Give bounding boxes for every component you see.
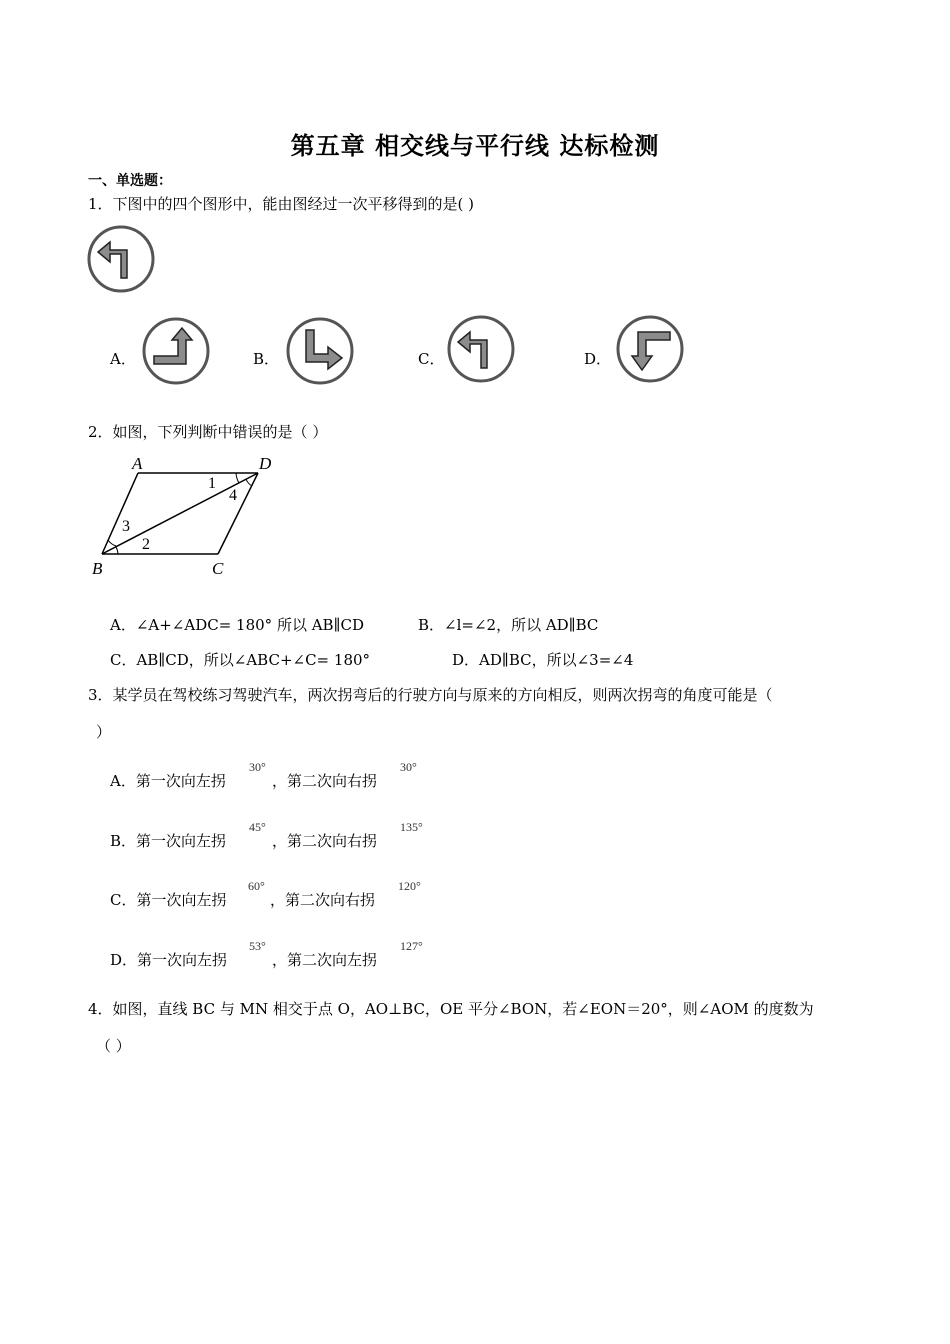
q2-parallelogram-figure — [86, 450, 286, 580]
q3-option-c-mid: ，第二次向右拐 — [270, 891, 376, 909]
vertex-label: A — [132, 454, 143, 473]
q2-option-c[interactable]: C．AB∥CD，所以∠ABC+∠C= 180° — [110, 651, 371, 669]
q1-option-d-figure[interactable] — [614, 314, 686, 386]
question-2-stem: 2．如图，下列判断中错误的是（ ） — [88, 423, 328, 441]
q3-option-b-angle1: 45° — [249, 820, 266, 834]
q3-option-b-label[interactable]: B．第一次向左拐 — [110, 832, 227, 850]
angle-label: 3 — [122, 518, 130, 535]
q1-option-a-figure[interactable] — [140, 316, 212, 388]
q3-option-c-angle1: 60° — [248, 879, 265, 893]
q3-option-d-angle2: 127° — [400, 939, 423, 953]
q2-option-b[interactable]: B．∠l=∠2，所以 AD∥BC — [418, 616, 599, 634]
page-title: 第五章 相交线与平行线 达标检测 — [290, 132, 660, 160]
q3-option-a-mid: ，第二次向右拐 — [272, 772, 378, 790]
q1-option-c-label[interactable]: C． — [418, 350, 445, 368]
vertex-label: D — [259, 454, 272, 473]
vertex-label: B — [92, 559, 103, 578]
q2-option-a[interactable]: A．∠A+∠ADC= 180° 所以 AB∥CD — [110, 616, 364, 634]
q3-option-d-label[interactable]: D．第一次向左拐 — [110, 951, 228, 969]
q3-option-c-angle2: 120° — [398, 879, 421, 893]
q2-option-d[interactable]: D．AD∥BC，所以∠3=∠4 — [452, 651, 634, 669]
q1-option-b-label[interactable]: B． — [253, 350, 280, 368]
q1-option-c-figure[interactable] — [445, 314, 517, 386]
angle-label: 2 — [142, 536, 150, 553]
q3-option-d-angle1: 53° — [249, 939, 266, 953]
q1-option-a-label[interactable]: A． — [110, 350, 136, 368]
question-1-stem: 1．下图中的四个图形中，能由图经过一次平移得到的是( ) — [88, 195, 475, 213]
q1-option-d-label[interactable]: D． — [584, 350, 612, 368]
q3-option-a-angle1: 30° — [249, 760, 266, 774]
q1-reference-figure — [86, 224, 158, 296]
question-4-stem: 4．如图，直线 BC 与 MN 相交于点 O，AO⊥BC，OE 平分∠BON，若∠EON＝20°，则∠AOM 的度数为 — [88, 1000, 814, 1018]
angle-label: 4 — [229, 487, 237, 504]
section-heading: 一、单选题： — [88, 173, 172, 189]
q3-option-c-label[interactable]: C．第一次向左拐 — [110, 891, 227, 909]
q3-option-b-angle2: 135° — [400, 820, 423, 834]
vertex-label: C — [212, 559, 224, 578]
q3-option-a-angle2: 30° — [400, 760, 417, 774]
q3-option-b-mid: ，第二次向右拐 — [272, 832, 378, 850]
question-4-stem-end: （ ） — [96, 1037, 131, 1055]
q3-option-d-mid: ，第二次向左拐 — [272, 951, 378, 969]
question-3-stem-end: ） — [96, 723, 112, 741]
q3-option-a-label[interactable]: A．第一次向左拐 — [110, 772, 226, 790]
question-3-stem: 3．某学员在驾校练习驾驶汽车，两次拐弯后的行驶方向与原来的方向相反，则两次拐弯的角度可能是（ — [88, 686, 773, 704]
q1-option-b-figure[interactable] — [284, 316, 356, 388]
angle-label: 1 — [208, 475, 216, 492]
